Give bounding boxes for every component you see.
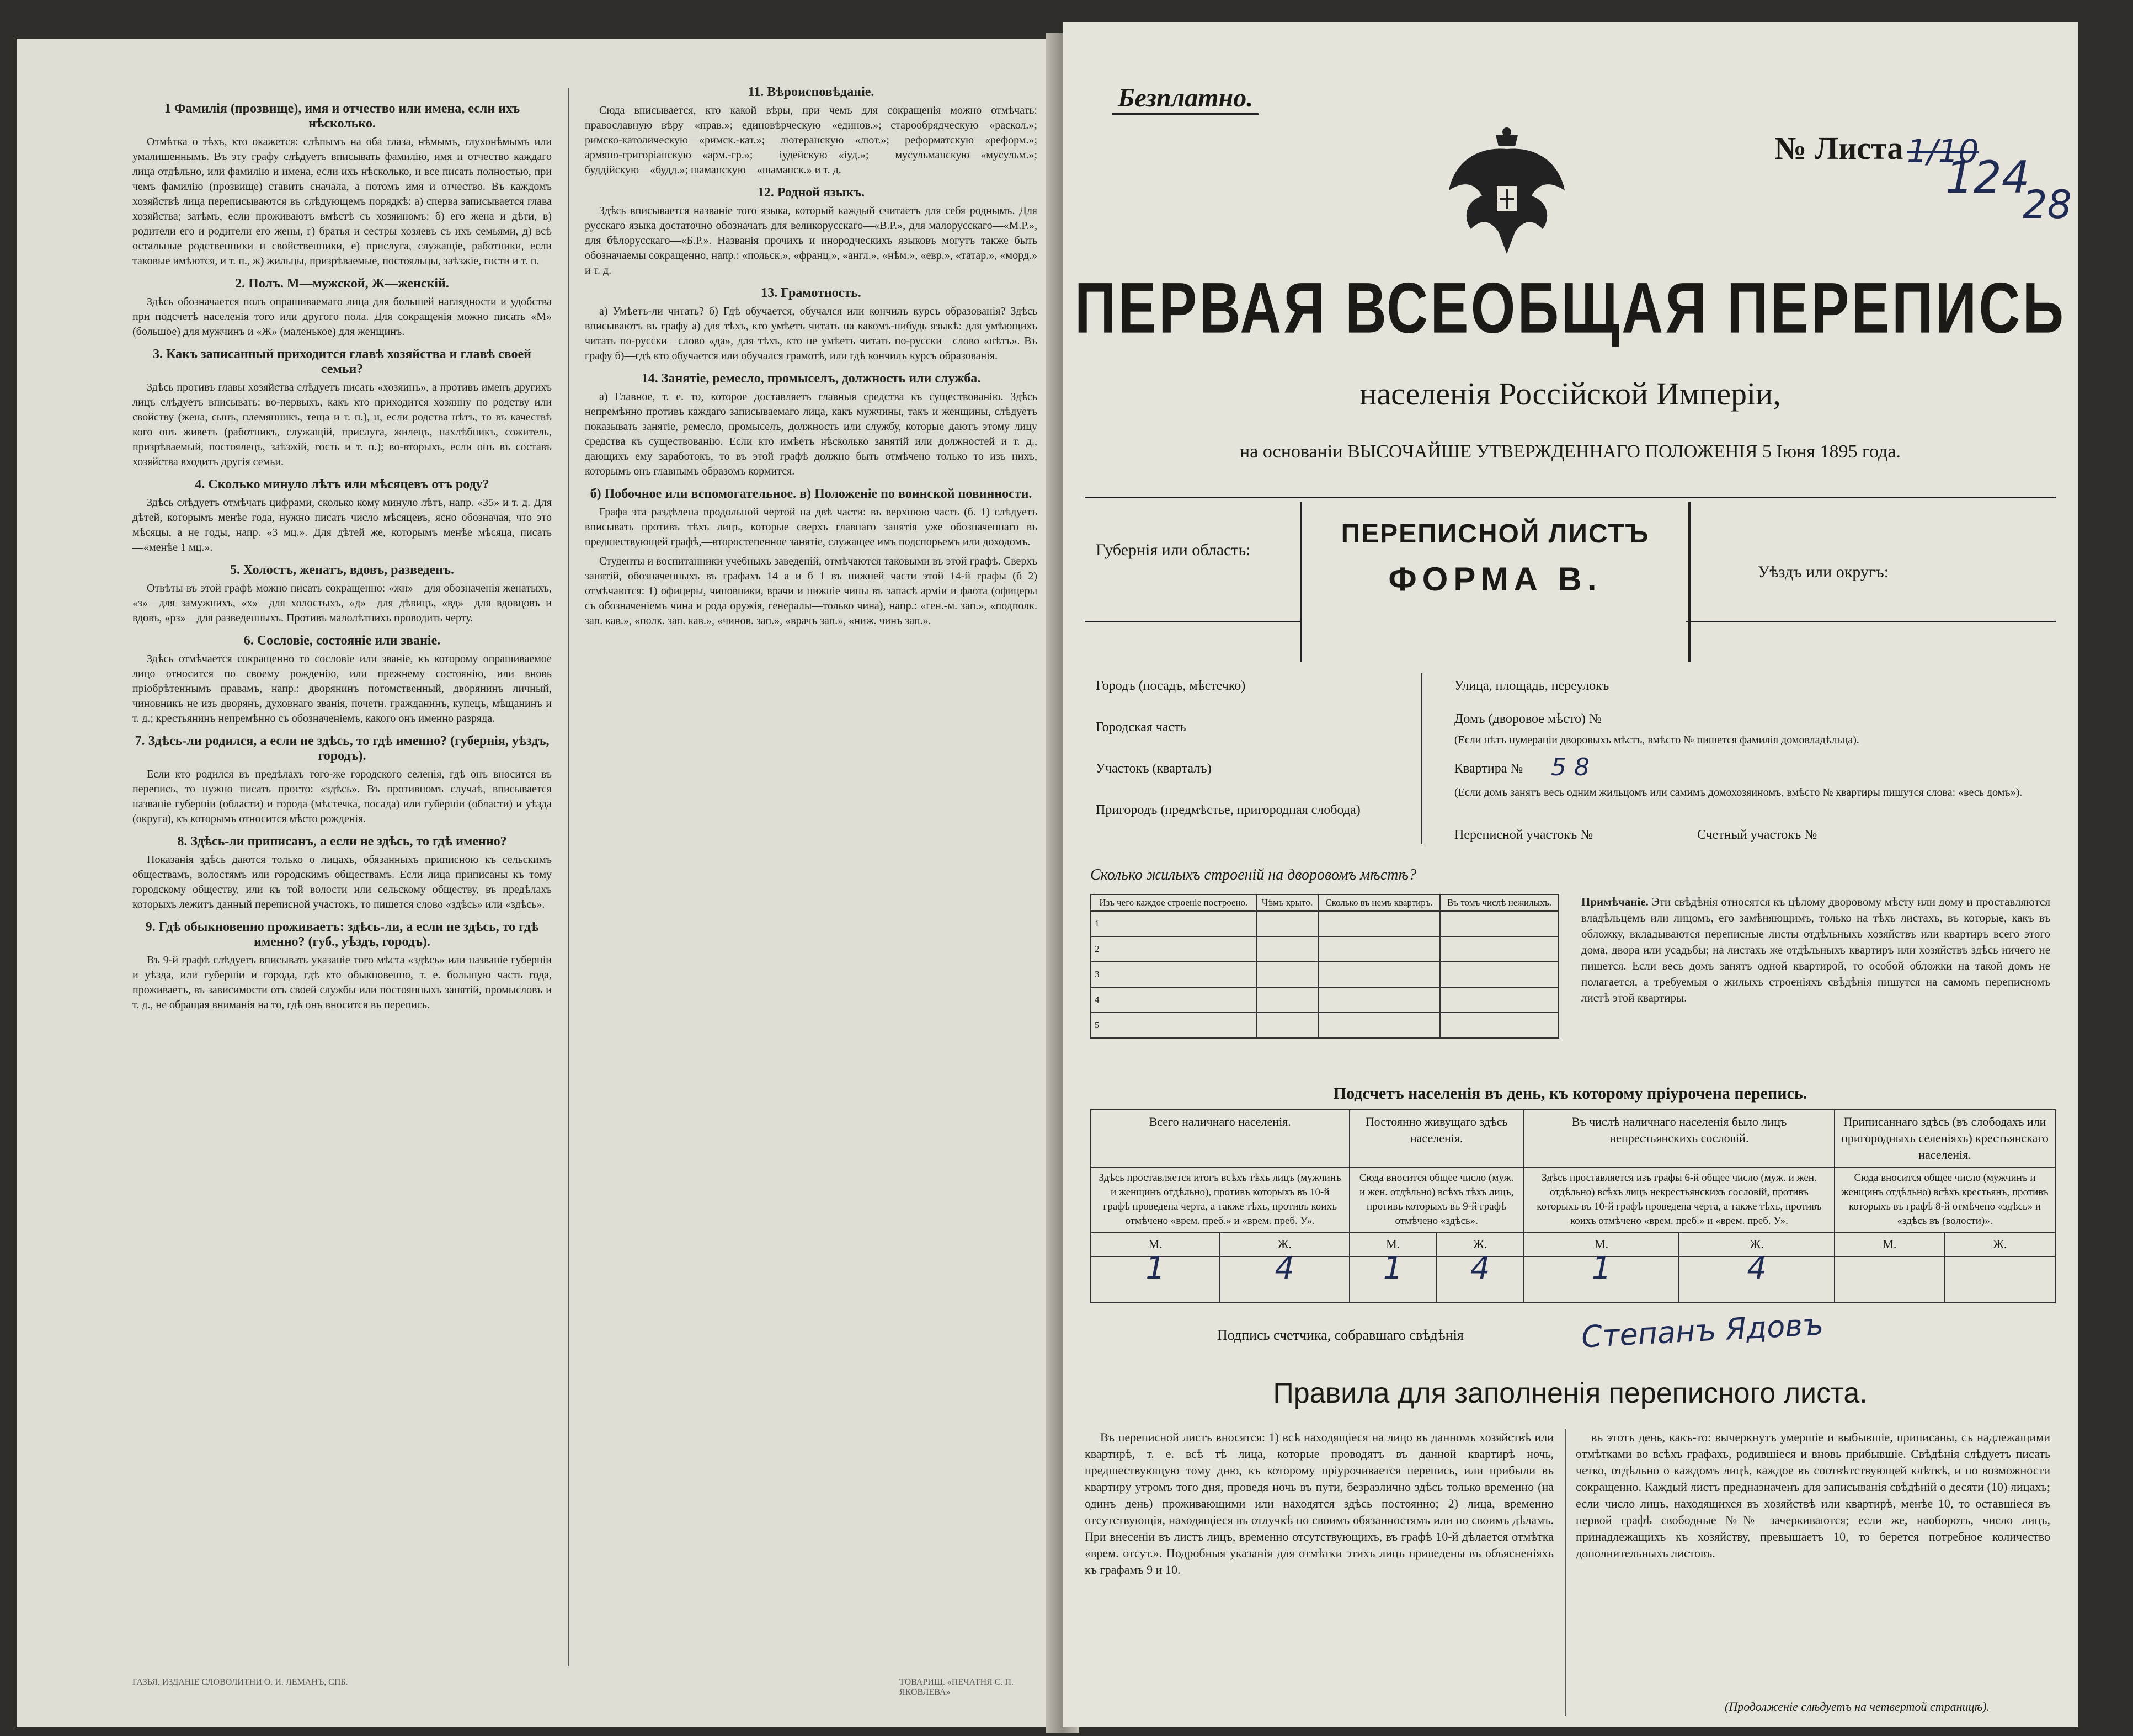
table-cell: [1256, 987, 1319, 1013]
section-heading: 6. Сословіе, состояніе или званіе.: [243, 633, 441, 648]
handwritten-crossed-number: 1/10: [1907, 132, 1979, 170]
count-description-cell: Здѣсь проставляется изъ графы 6-й общее число (муж. и жен. отдѣльно) всѣхъ лицъ некрестьянскихъ сословій, противъ которыхъ въ 10-й графѣ проведена черта, а также тѣхъ, противъ коихъ отмѣчено «врем. преб.» и «врем. преб. У».: [1524, 1167, 1835, 1232]
section-heading: 13. Грамотность.: [761, 286, 861, 300]
location-field-label: Пригородъ (предмѣстье, пригородная слобода): [1096, 803, 1361, 817]
counting-district-label: Счетный участокъ №: [1697, 828, 1817, 842]
sex-label-cell: М.: [1835, 1232, 1945, 1256]
rules-left-column: [1085, 1429, 1554, 1716]
form-title: ПЕРЕПИСНОЙ ЛИСТЪ: [1341, 519, 1650, 549]
section-heading: 1 Фамилія (прозвище), имя и отчество или имена, если ихъ нѣсколько.: [164, 102, 520, 131]
section-heading: 8. Здѣсь-ли приписанъ, а если не здѣсь, то гдѣ именно?: [177, 834, 507, 849]
table-cell: [1318, 962, 1440, 987]
census-form-page: [1063, 22, 2078, 1727]
section-heading: 14. Занятіе, ремесло, промыселъ, должность или служба.: [641, 371, 981, 386]
buildings-header-cell: Изъ чего каждое строеніе построено.: [1091, 894, 1256, 911]
count-description-cell: Сюда вносится общее число (муж. и жен. отдѣльно) всѣхъ тѣхъ лицъ, противъ которыхъ въ 9-й графѣ отмѣчено «здѣсь».: [1350, 1167, 1524, 1232]
table-cell: [1256, 1013, 1319, 1038]
row-number: 2: [1091, 936, 1256, 962]
buildings-header-cell: Сколько въ немъ квартиръ.: [1318, 894, 1440, 911]
apartment-note: (Если домъ занятъ весь одним жильцомъ или самимъ домохозяиномъ, вмѣсто № квартиры пишутся слова: «весь домъ»).: [1454, 786, 2023, 798]
section-text: Здѣсь противъ главы хозяйства слѣдуетъ писать «хозяинъ», а противъ именъ другихъ лицъ слѣдуетъ вписывать: во-первыхъ, какъ кто приходится хозяину по родству или свойству (жена, сынъ, племянникъ, теща и т. п.), и, если родства нѣтъ, то въ качествѣ кого онъ живетъ (работникъ, служащій, прислуга, жилецъ, нахлѣбникъ, сожитель, призрѣваемый, постоялецъ, заѣзжій, гость и т. п.); во-вторыхъ, если онъ въ составъ хозяйства входитъ другія семьи.: [132, 381, 552, 468]
count-description-cell: Здѣсь проставляется итогъ всѣхъ тѣхъ лицъ (мужчинъ и женщинъ отдѣльно), противъ которыхъ въ 10-й графѣ проведена черта, а также тѣхъ, противъ коихъ отмѣчено «врем. преб.» и «врем. преб. У».: [1091, 1167, 1350, 1232]
rule-left: [1085, 621, 1300, 622]
table-row: [1091, 911, 1559, 936]
left-page: [17, 39, 1063, 1727]
sex-label-cell: Ж.: [1945, 1232, 2055, 1256]
table-cell: [1256, 936, 1319, 962]
table-cell: [1318, 911, 1440, 936]
section-heading: 9. Гдѣ обыкновенно проживаетъ: здѣсь-ли, а если не здѣсь, то гдѣ именно? (губ., уѣздъ, городъ).: [145, 920, 539, 949]
note-title: Примѣчаніе.: [1581, 895, 1649, 908]
row-number: 5: [1091, 1013, 1256, 1038]
section-heading: 12. Родной языкъ.: [757, 185, 865, 200]
section-heading: 7. Здѣсь-ли родился, а если не здѣсь, то гдѣ именно? (губернія, уѣздъ, городъ).: [135, 734, 550, 763]
section-text: а) Главное, т. е. то, которое доставляетъ главныя средства къ существованію. Здѣсь непремѣнно противъ каждаго записываемаго лица, какъ мужчины, такъ и женщины, слѣдуетъ показывать занятіе, ремесло, промыселъ, должность или службу, которые даютъ этому лицу средства къ существованію. Если кто имѣетъ нѣсколько занятій или должностей и т. д., дающихъ ему заработокъ, то въ этой графѣ должно быть отмѣчено только то изъ нихъ, которымъ онъ главнымъ образомъ кормится.: [585, 391, 1037, 477]
buildings-table-header: [1091, 894, 1559, 911]
count-value-cell: 1: [1091, 1256, 1220, 1303]
population-count-table: [1090, 1109, 2056, 1303]
field-divider: [1421, 673, 1422, 844]
sex-label-cell: Ж.: [1220, 1232, 1349, 1256]
table-cell: [1318, 1013, 1440, 1038]
sex-label-cell: Ж.: [1437, 1232, 1524, 1256]
rules-right-column: [1576, 1429, 2050, 1694]
table-cell: [1440, 987, 1559, 1013]
count-value-cell: [1835, 1256, 1945, 1303]
row-number: 3: [1091, 962, 1256, 987]
left-column-1-footer: ГАЗЬЯ. ИЗДАНІЕ СЛОВОЛИТНИ О. И. ЛЕМАНЪ, СПБ.: [132, 1678, 348, 1687]
section-heading: 4. Сколько минуло лѣтъ или мѣсяцевъ отъ роду?: [195, 477, 489, 492]
apartment-value: 5 8: [1551, 753, 1590, 781]
rule-top: [1085, 497, 2056, 498]
section-heading: б) Побочное или вспомогательное. в) Положеніе по воинской повинности.: [590, 487, 1032, 501]
section-text: Здѣсь слѣдуетъ отмѣчать цифрами, сколько кому минуло лѣтъ, напр. «35» и т. д. Для дѣтей, которымъ менѣе года, нужно писать число мѣсяцевъ, ясно обозначая, что это мѣсяцы, а не годы, напр. «3 мц.». Для дѣтей же, которымъ менѣе мѣсяца, писать—«менѣе 1 мц.».: [132, 497, 552, 553]
note-text: Эти свѣдѣнія относятся къ цѣлому дворовому мѣсту или дому и проставляются владѣльцемъ или лицомъ, его замѣняющимъ, только на тѣхъ листахъ, въ которые, какъ въ обложку, вкладываются переписные листы отдѣльныхъ хозяйствъ или квартиръ всего этого дома, двора или усадьбы; на листахъ же отдѣльныхъ квартиръ или хозяйствъ здѣсь ничего не пишется. Если весь домъ занятъ одной квартирой, то особой обложки на такой домъ не полагается, а требуемыя о жилыхъ строеніяхъ свѣдѣнія пишутся на самомъ переписномъ листѣ этой квартиры.: [1581, 895, 2051, 1004]
count-value-cell: 4: [1437, 1256, 1524, 1303]
legal-basis: на основаніи ВЫСОЧАЙШЕ УТВЕРЖДЕННАГО ПОЛОЖЕНІЯ 5 Іюня 1895 года.: [1240, 441, 1901, 462]
rules-left-text: Въ переписной листъ вносятся: 1) всѣ находящіеся на лицо въ данномъ хозяйствѣ или квартирѣ, т. е. всѣ тѣ лица, которые проводятъ въ данной квартирѣ ночь, предшествующую тому дню, къ которому пріурочивается перепись, или прибыли въ квартиру утромъ того дня, проведя ночь въ пути, безразлично здѣсь только временно (на одинъ день) проживающими или находятся здѣсь постоянно; 2) лица, временно отсутствующія, находящіеся въ отлучкѣ по своимъ обязанностямъ или по своимъ дѣламъ. При внесеніи въ листъ лицъ, временно отсутствующихъ, въ графѣ 10-й дѣлается отмѣтка «врем. отсут.». Подробныя указанія для отмѣтки этихъ лицъ приведены въ объясненіяхъ къ графамъ 9 и 10.: [1085, 1430, 1554, 1577]
count-value-cell: 1: [1524, 1256, 1679, 1303]
census-district-label: Переписной участокъ №: [1454, 828, 1593, 842]
rule-right: [1686, 621, 2056, 622]
form-box: [1300, 502, 1691, 662]
count-table-sex-row: [1091, 1232, 2055, 1256]
buildings-table-body: [1091, 911, 1559, 1038]
population-count-title: Подсчетъ населенія въ день, къ которому пріурочена перепись.: [1333, 1084, 1807, 1103]
table-row: [1091, 936, 1559, 962]
house-label: Домъ (дворовое мѣсто) №: [1454, 712, 1602, 726]
sex-label-cell: М.: [1091, 1232, 1220, 1256]
table-cell: [1440, 936, 1559, 962]
count-value-cell: 4: [1679, 1256, 1835, 1303]
count-table-descriptions: [1091, 1167, 2055, 1232]
buildings-note: [1581, 894, 2050, 1006]
section-text: Здѣсь отмѣчается сокращенно то сословіе или званіе, къ которому опрашиваемое лицо относится по своему рожденію, или прежнему состоянію, или вновь пріобрѣтеннымъ правамъ, напр.: дворянинъ потомственный, дворянинъ личный, чиновникъ не изъ дворянъ, духовнаго званія, почетн. гражданинъ, купецъ, мѣщанинъ и т. д.; крестьянинъ непремѣнно съ обозначеніемъ, какого онъ именно разряда.: [132, 653, 552, 725]
table-cell: [1440, 1013, 1559, 1038]
section-text: Отвѣты въ этой графѣ можно писать сокращенно: «жн»—для обозначенія женатыхъ, «з»—для замужнихъ, «х»—для холостыхъ, «д»—для дѣвицъ, «вд»—для вдовцовъ и вдовъ, «рз»—для разведенныхъ. Противъ малолѣтнихъ проводить черту.: [132, 582, 552, 624]
section-heading: 2. Полъ. М—мужской, Ж—женскій.: [235, 276, 449, 291]
location-field-label: Городская часть: [1096, 720, 1186, 734]
count-header-cell: Приписаннаго здѣсь (въ слободахъ или пригородныхъ селеніяхъ) крестьянскаго населенія.: [1835, 1110, 2055, 1167]
table-cell: [1318, 936, 1440, 962]
rules-right-text: въ этотъ день, какъ-то: вычеркнутъ умершіе и выбывшіе, приписаны, съ надлежащими отмѣтками во всѣхъ графахъ, родившіеся и вновь прибывшіе. Свѣдѣнія слѣдуетъ писать четко, отдѣльно о каждомъ лицѣ, каждое въ соотвѣтствующей клѣткѣ, и по возможности сокращенно. Каждый листъ предназначенъ для записыванія свѣдѣній о десяти (10) лицахъ; если число лицъ, находящихся въ хозяйствѣ или квартирѣ, менѣе 10, то оставшіеся въ первой графѣ свободные №№ зачеркиваются; если же, наоборотъ, число лицъ, принадлежащихъ къ хозяйству, превышаетъ 10, то берется потребное количество дополнительныхъ листовъ.: [1576, 1430, 2050, 1560]
rules-title: Правила для заполненія переписного листа.: [1273, 1377, 1868, 1409]
count-table-header: [1091, 1110, 2055, 1167]
free-label: Безплатно.: [1112, 83, 1259, 115]
location-field-label: Участокъ (кварталъ): [1096, 762, 1212, 776]
table-row: [1091, 962, 1559, 987]
sex-label-cell: Ж.: [1679, 1232, 1835, 1256]
count-value-cell: 1: [1350, 1256, 1437, 1303]
count-table-values: [1091, 1256, 2055, 1303]
handwritten-sheet-number: 124: [1945, 152, 2030, 203]
count-header-cell: Постоянно живущаго здѣсь населенія.: [1350, 1110, 1524, 1167]
count-description-cell: Сюда вносится общее число (мужчинъ и женщинъ отдѣльно) всѣхъ крестьянъ, противъ которыхъ въ графѣ 8-й отмѣчено «здѣсь» и «здѣсь въ (волости)».: [1835, 1167, 2055, 1232]
section-text: Сюда вписывается, кто какой вѣры, при чемъ для сокращенія можно отмѣчать: православную вѣру—«прав.»; единовѣрческую—«единов.»; старообрядческую—«раскол.»; римско-католическую—«римск.-кат.»; лютеранскую—«лют.»; реформатскую—«реформ.»; армяно-григоріанскую—«арм.-гр.»; іудейскую—«іуд.»; мусульманскую—«мусульм.»; буддійскую—«будд.»; шаманскую—«шаманск.» и т. д.: [585, 104, 1037, 176]
section-text: Графа эта раздѣлена продольной чертой на двѣ части: въ верхнюю часть (б. 1) слѣдуетъ вписывать противъ тѣхъ лицъ, которые сверхъ главнаго занятія уже обозначеннаго въ предшествующей графѣ,—второстепенное занятіе, служащее имъ подспорьемъ или доходомъ.: [585, 506, 1037, 548]
buildings-header-cell: Въ томъ числѣ нежилыхъ.: [1440, 894, 1559, 911]
column-divider: [568, 88, 569, 1666]
section-text: а) Умѣетъ-ли читать? б) Гдѣ обучается, обучался или кончилъ курсъ образованія? Здѣсь вписываютъ въ графу а) для тѣхъ, кто умѣетъ читать на какомъ-нибудь языкѣ: для умѣющихъ читать по-русски—слово «да», для тѣхъ, кто не умѣетъ читать по-русски—слово «нѣтъ». Въ графу б)—гдѣ кто обучается или обучался грамотѣ, или гдѣ кончилъ курсъ образованія.: [585, 305, 1037, 362]
street-label: Улица, площадь, переулокъ: [1454, 679, 1609, 693]
table-cell: [1440, 911, 1559, 936]
house-note: (Если нѣтъ нумераціи дворовыхъ мѣстъ, вмѣсто № пишется фамилія домовладѣльца).: [1454, 734, 1859, 746]
table-row: [1091, 987, 1559, 1013]
left-column-2-footer: ТОВАРИЩ. «ПЕЧАТНЯ С. П. ЯКОВЛЕВА»: [899, 1678, 1014, 1697]
rules-continued: (Продолженіе слѣдуетъ на четвертой страницѣ).: [1725, 1700, 1990, 1713]
enumerator-signature: Степанъ Ядовъ: [1580, 1307, 1825, 1355]
sheet-number-label: № Листа: [1774, 130, 1903, 166]
census-title: ПЕРВАЯ ВСЕОБЩАЯ ПЕРЕПИСЬ: [1074, 268, 2066, 349]
handwritten-margin-number: 28: [2023, 182, 2072, 227]
uezd-label: Уѣздъ или округъ:: [1758, 563, 1889, 581]
section-text: Если кто родился въ предѣлахъ того-же городского селенія, гдѣ онъ вносится въ перепись, то нужно писать просто: «здѣсь». Въ противномъ случаѣ, вписывается названіе губерніи (области) и города (мѣстечка, посада) или губерніи (области) и уѣзда (округа), къ которымъ относится мѣсто рожденія.: [132, 768, 552, 825]
section-text: Въ 9-й графѣ слѣдуетъ вписывать указаніе того мѣста «здѣсь» или названіе губерніи и уѣзда, или губерніи и города, гдѣ кто обыкновенно, т. е. большую часть года, проживаетъ, въ зависимости отъ своей службы или постоянныхъ занятій, промысловъ и т. д., не обращая вниманія на то, гдѣ онъ вносится въ перепись.: [132, 954, 552, 1011]
count-value-cell: [1945, 1256, 2055, 1303]
section-text: Показанія здѣсь даются только о лицахъ, обязанныхъ приписною къ сельскимъ обществамъ, волостямъ или городскимъ обществамъ. Если лица приписаны къ тому городскому обществу, или къ той волости или сельскому обществу, въ предѣлахъ которыхъ лежитъ данный переписной участокъ, то пишется слово «здѣсь» или «здѣсь».: [132, 854, 552, 910]
table-cell: [1318, 987, 1440, 1013]
section-text: Здѣсь обозначается полъ опрашиваемаго лица для большей наглядности и удобства при подсчетѣ населенія того или другого пола. Для сокращенія можно писать «М» (большое) для мужчинъ и «Ж» (маленькое) для женщинъ.: [132, 296, 552, 338]
table-cell: [1440, 962, 1559, 987]
buildings-table: [1090, 894, 1559, 1039]
section-text: Студенты и воспитанники учебныхъ заведеній, отмѣчаются таковыми въ этой графѣ. Сверхъ занятій, обозначенныхъ въ графахъ 14 а и б 1 въ нижней части этой 14-й графы (б 2) отмѣчаются: 1) офицеры, чиновники, врачи и нижніе чины въ запасѣ арміи и флота (офицеры съ обозначеніемъ чина и рода оружія, генералы—только чина), напр.: «ген.-м. зап.», «подполк. зап. кав.», «полк. зап. кав.», «чинов. зап.», «врачъ зап.», «ниж. чинъ зап.».: [585, 555, 1037, 627]
count-header-cell: Въ числѣ наличнаго населенія было лицъ непрестьянскихъ сословій.: [1524, 1110, 1835, 1167]
location-field-label: Городъ (посадъ, мѣстечко): [1096, 679, 1246, 693]
table-row: [1091, 1013, 1559, 1038]
buildings-header-cell: Чѣмъ крыто.: [1256, 894, 1319, 911]
section-text: Отмѣтка о тѣхъ, кто окажется: слѣпымъ на оба глаза, нѣмымъ, глухонѣмымъ или умалишеннымъ. Въ эту графу слѣдуетъ вписывать фамилію, имя и отчество каждаго лица отдѣльно, или фамилію и имена, если ихъ нѣсколько, и все писать полностью, при чемъ фамилію (прозвище) ставить сначала, а потомъ имя и отчество. Въ каждомъ хозяйствѣ лица переписываются въ слѣдующемъ порядкѣ: а) сперва записывается глава хозяйства; затѣмъ, если проживаютъ вмѣстѣ съ хозяиномъ: б) его жена и дѣти, в) родители его и родители его жены, г) братья и сестры хозяевъ съ ихъ семьями, д) всѣ остальные родственники и свойственники, е) прислуга, служащіе, работники, если таковые имѣются, и т. п., ж) жильцы, призрѣваемые, постояльцы, заѣзжіе, гости и т. п.: [132, 136, 552, 267]
census-subtitle: населенія Россійской Имперіи,: [1359, 376, 1781, 412]
gubernia-label: Губернія или область:: [1096, 541, 1251, 559]
enumerator-signature-label: Подпись счетчика, собравшаго свѣдѣнія: [1217, 1327, 1464, 1343]
section-heading: 11. Вѣроисповѣданіе.: [748, 85, 874, 99]
left-column-2: [585, 77, 1037, 1650]
section-heading: 5. Холостъ, женатъ, вдовъ, разведенъ.: [230, 563, 455, 577]
apartment-label: Квартира №: [1454, 762, 1523, 776]
row-number: 1: [1091, 911, 1256, 936]
sex-label-cell: М.: [1524, 1232, 1679, 1256]
sex-label-cell: М.: [1350, 1232, 1437, 1256]
imperial-eagle-emblem: [1443, 124, 1570, 257]
rules-divider: [1565, 1429, 1566, 1716]
count-header-cell: Всего наличнаго населенія.: [1091, 1110, 1350, 1167]
section-text: Здѣсь вписывается названіе того языка, который каждый считаетъ для себя роднымъ. Для русскаго языка достаточно обозначать для великорусскаго—«В.Р.», для малорусскаго—«М.Р.», для бѣлорусскаго—«Б.Р.». Названія прочихъ и инородческихъ языковъ могутъ также быть обозначаемы сокращенно, напр.: «польск.», «франц.», «англ.», «нѣм.», «евр.», «татар.», «морд.» и т. д.: [585, 205, 1037, 276]
table-cell: [1256, 911, 1319, 936]
table-cell: [1256, 962, 1319, 987]
row-number: 4: [1091, 987, 1256, 1013]
left-column-1: [132, 94, 552, 1650]
buildings-question: Сколько жилыхъ строеній на дворовомъ мѣстѣ?: [1090, 866, 1417, 883]
count-value-cell: 4: [1220, 1256, 1349, 1303]
form-variant: ФОРМА В.: [1388, 561, 1602, 598]
section-heading: 3. Какъ записанный приходится главѣ хозяйства и главѣ своей семьи?: [153, 347, 531, 376]
